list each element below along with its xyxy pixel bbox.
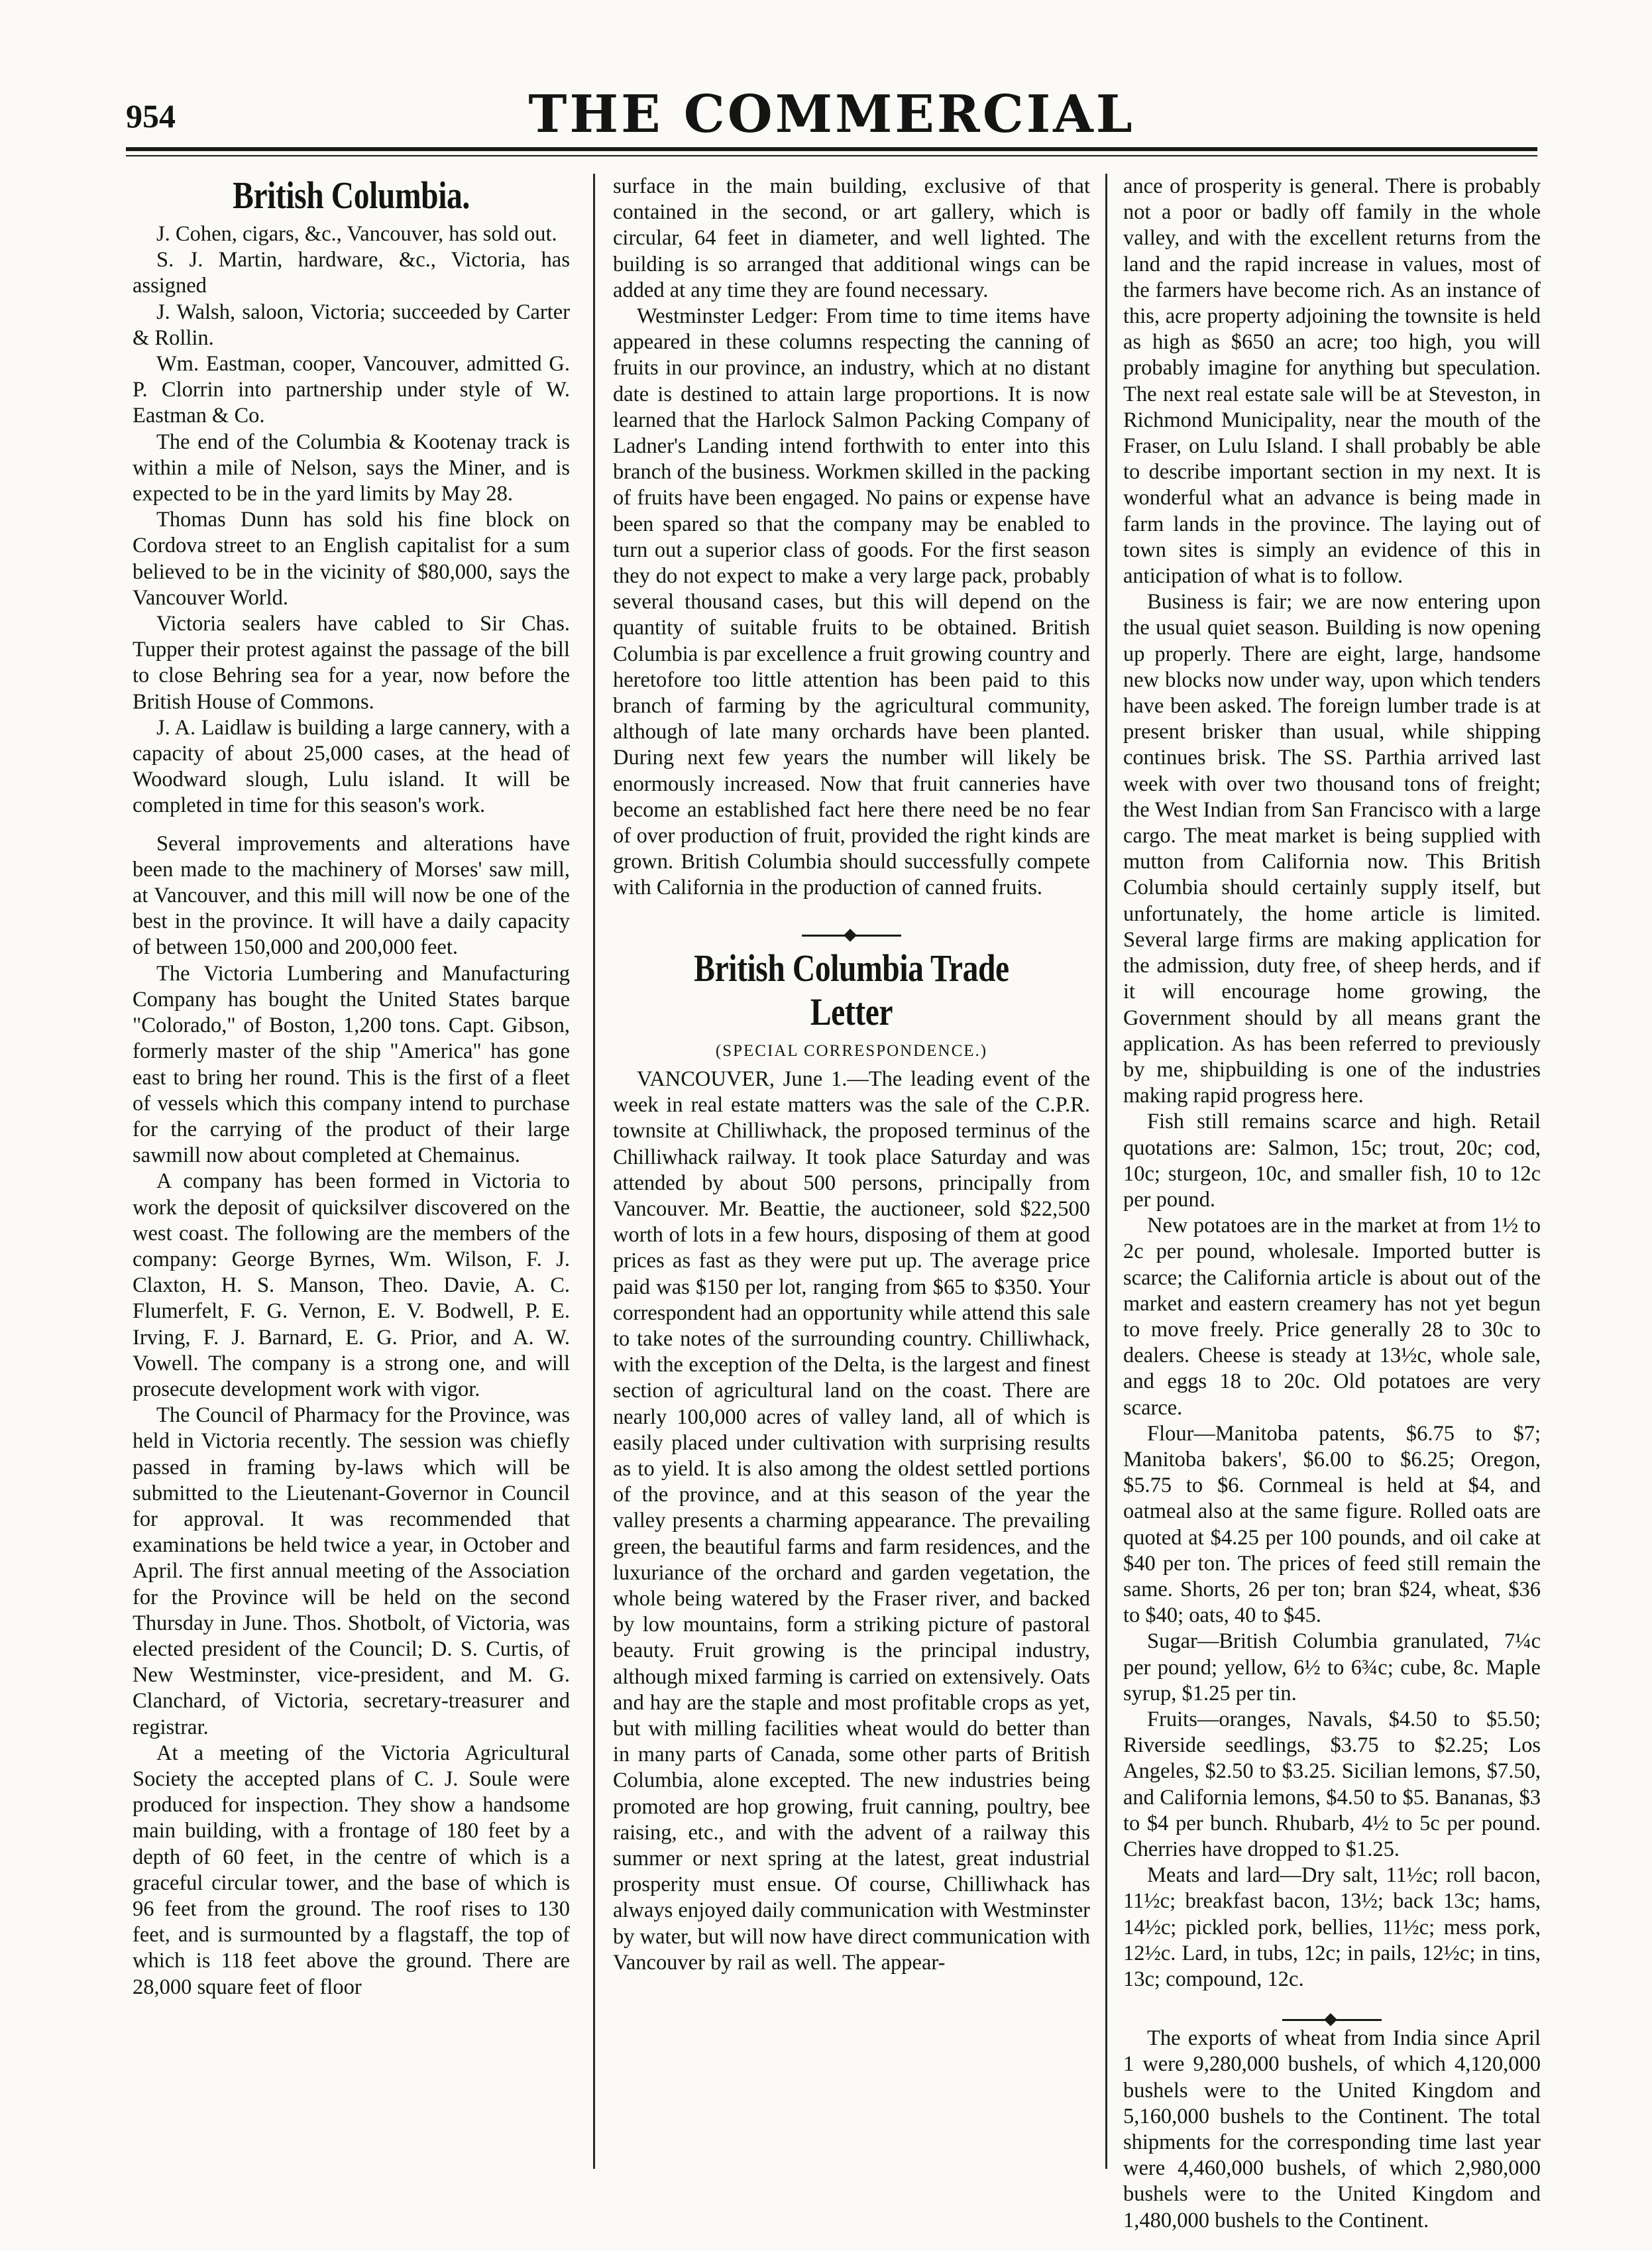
page-header [126, 85, 1537, 144]
section-ornament [613, 921, 1090, 931]
masthead-title: THE COMMERCIAL [528, 84, 1135, 144]
column-1 [133, 174, 570, 2162]
section-heading: British Columbia Trade Letter [694, 946, 1009, 1033]
news-item: At a meeting of the Victoria Agricultural Society the accepted plans of C. J. Soule were produced for inspection. They show a handsome main building, with a frontage of 180 feet by a depth of 60 feet, in the centre of which is a graceful circular tower, and the base of which is 96 feet from the ground. The roof rises to 130 feet, and is surmounted by a flagstaff, the top of which is 118 feet above the ground. There are 28,000 square feet of floor [133, 1741, 570, 1999]
news-item: The Council of Pharmacy for the Province, was held in Victoria recently. The session was chiefly passed in framing by-laws which will be submitted to the Lieutenant-Governor in Council for approval. It was recommended that examinations be held twice a year, in October and April. The first annual meeting of the Association for the Province will be held on the second Thursday in June. Thos. Shotbolt, of Victoria, was elected president of the Council; D. S. Curtis, of New Westminster, vice-president, and M. G. Clanchard, of Victoria, secretary-treasurer and registrar. [133, 1403, 570, 1739]
column-2 [613, 174, 1090, 2162]
news-item: A company has been formed in Victoria to work the deposit of quicksilver discovered on the west coast. The following are the members of the company: George Byrnes, Wm. Wilson, F. J. Claxton, H. S. Manson, Theo. Davie, A. C. Flumerfelt, F. G. Vernon, E. V. Bodwell, P. E. Irving, F. J. Barnard, E. G. Prior, and A. W. Vowell. The company is a strong one, and will prosecute development work with vigor. [133, 1169, 570, 1401]
section-ornament [1123, 2006, 1541, 2015]
article-paragraph: VANCOUVER, June 1.—The leading event of the week in real estate matters was the sale of the C.P.R. townsite at Chilliwhack, the proposed terminus of the Chilliwhack railway. It took place Saturday and was attended by about 500 persons, principally from Vancouver. Mr. Beattie, the auctioneer, sold $22,500 worth of lots in a few hours, disposing of them at good prices as fast as they were put up. The average price paid was $150 per lot, ranging from $65 to $350. Your correspondent had an opportunity while attend this sale to take notes of the surrounding country. Chilliwhack, with the exception of the Delta, is the largest and finest section of agricultural land on the coast. There are nearly 100,000 acres of valley land, all of which is easily placed under cultivation with surprising results as to yield. It is also among the oldest settled portions of the province, and at this season of the year the valley presents a charming appearance. The prevailing green, the beautiful farms and farm residences, and the luxuriance of the orchard and garden vegetation, the whole being watered by the Fraser river, and backed by low mountains, form a striking picture of pastoral beauty. Fruit growing is the principal industry, although mixed farming is carried on extensively. Oats and hay are the staple and most profitable crops as yet, but with milling facilities wheat would do better than in many parts of Canada, some other parts of British Columbia, alone excepted. The new industries being promoted are hop growing, fruit canning, poultry, bee raising, etc., and with the advent of a railway this summer or next spring at the latest, great industrial prosperity must ensue. Of course, Chilliwhack has always enjoyed daily communication with Westminster by water, but will now have direct communication with Vancouver by rail as well. The appear- [613, 1067, 1090, 1975]
article-paragraph: Business is fair; we are now entering upon the usual quiet season. Building is now opening up properly. There are eight, large, handsome new blocks now under way, upon which tenders have been asked. The foreign lumber trade is at present brisker than usual, while shipping continues brisk. The SS. Parthia arrived last week with over two thousand tons of freight; the West Indian from San Francisco with a large cargo. The meat market is being supplied with mutton from California now. This British Columbia should certainly supply itself, but unfortunately, the home article is limited. Several large firms are making application for the admission, duty free, of sheep herds, and if it will encourage home growing, the Government should by all means grant the application. As has been referred to previously by me, shipbuilding is one of the industries making rapid progress here. [1123, 590, 1541, 1108]
section-heading: British Columbia. [233, 174, 470, 217]
news-item: J. A. Laidlaw is building a large cannery, with a capacity of about 25,000 cases, at the head of Woodward slough, Lulu island. It will be completed in time for this season's work. [133, 715, 570, 818]
page-number: 954 [126, 97, 176, 135]
header-rule [126, 147, 1537, 151]
news-item: The exports of wheat from India since April 1 were 9,280,000 bushels, of which 4,120,000 bushels were to the United Kingdom and 5,160,000 bushels to the Continent. The total shipments for the corresponding time last year were 4,460,000 bushels, of which 2,980,000 bushels were to the United Kingdom and 1,480,000 bushels to the Continent. [1123, 2026, 1541, 2232]
article-paragraph: surface in the main building, exclusive of that contained in the second, or art gallery, which is circular, 64 feet in diameter, and well lighted. The building is so arranged that additional wings can be added at any time they are found necessary. [613, 174, 1090, 302]
news-item: The Victoria Lumbering and Manufacturing Company has bought the United States barque "Colorado," of Boston, 1,200 tons. Capt. Gibson, formerly master of the ship "America" has gone east to bring her round. This is the first of a fleet of vessels which this company intend to purchase for the carrying of the product of their large sawmill now about completed at Chemainus. [133, 961, 570, 1168]
market-report: Fish still remains scarce and high. Retail quotations are: Salmon, 15c; trout, 20c; cod, 10c; sturgeon, 10c, and smaller fish, 10 to 12c per pound. [1123, 1110, 1541, 1212]
news-item: J. Walsh, saloon, Victoria; succeeded by Carter & Rollin. [133, 300, 570, 350]
news-item: Several improvements and alterations have been made to the machinery of Morses' saw mill, at Vancouver, and this mill will now be one of the best in the province. It will have a daily capacity of between 150,000 and 200,000 feet. [133, 831, 570, 960]
news-item: J. Cohen, cigars, &c., Vancouver, has sold out. [156, 222, 557, 246]
column-divider [1105, 174, 1107, 2169]
market-report: Flour—Manitoba patents, $6.75 to $7; Manitoba bakers', $6.00 to $6.25; Oregon, $5.75 to $6. Cornmeal is held at $4, and oatmeal also at the same figure. Rolled oats are quoted at $4.25 per 100 pounds, and oil cake at $40 per ton. The prices of feed still remain the same. Shorts, 26 per ton; bran $24, wheat, $36 to $40; oats, 40 to $45. [1123, 1421, 1541, 1628]
market-report: Fruits—oranges, Navals, $4.50 to $5.50; Riverside seedlings, $3.75 to $2.25; Los Angeles, $2.50 to $3.25. Sicilian lemons, $7.50, and California lemons, $4.50 to $5. Bananas, $3 to $4 per bunch. Rhubarb, 4½ to 5c per pound. Cherries have dropped to $1.25. [1123, 1707, 1541, 1861]
market-report: New potatoes are in the market at from 1½ to 2c per pound, wholesale. Imported butter is scarce; the California article is about out of the market and eastern creamery has not yet begun to move freely. Price generally 28 to 30c to dealers. Cheese is steady at 13½c, whole sale, and eggs 18 to 20c. Old potatoes are very scarce. [1123, 1214, 1541, 1420]
market-report: Meats and lard—Dry salt, 11½c; roll bacon, 11½c; breakfast bacon, 13½; back 13c; hams, 14½c; pickled pork, bellies, 11½c; mess pork, 12½c. Lard, in tubs, 12c; in pails, 12½c; in tins, 13c; compound, 12c. [1123, 1863, 1541, 1992]
section-subheading: (SPECIAL CORRESPONDENCE.) [715, 1041, 988, 1060]
news-item: Thomas Dunn has sold his fine block on Cordova street to an English capitalist for a sum believed to be in the vicinity of $80,000, says the Vancouver World. [133, 508, 570, 610]
article-paragraph: ance of prosperity is general. There is probably not a poor or badly off family in the whole valley, and with the excellent returns from the land and the rapid increase in values, most of the farmers have become rich. As an instance of this, acre property adjoining the townsite is held as high as $650 an acre; too high, you will probably imagine for anything but speculation. The next real estate sale will be at Steveston, in Richmond Municipality, near the mouth of the Fraser, on Lulu Island. I shall probably be able to describe important section in my next. It is wonderful what an advance is being made in farm lands in the province. The laying out of town sites is simply an evidence of this in anticipation of what is to follow. [1123, 174, 1541, 589]
article-paragraph: Westminster Ledger: From time to time items have appeared in these columns respecting the canning of fruits in our province, an industry, which at no distant date is destined to attain large proportions. It is now learned that the Harlock Salmon Packing Company of Ladner's Landing intend forthwith to enter into this branch of the business. Workmen skilled in the packing of fruits have been engaged. No pains or expense have been spared so that the company may be enabled to turn out a superior class of goods. For the first season they do not expect to make a very large pack, probably several thousand cases, but this will depend on the quantity of suitable fruits to be obtained. British Columbia is par excellence a fruit growing country and heretofore too little attention has been paid to this branch of farming by the agricultural community, although of late many orchards have been planted. During next few years the number will likely be enormously increased. Now that fruit canneries have become an established fact here there need be no fear of over production of fruit, provided the right kinds are grown. British Columbia should successfully compete with California in the production of canned fruits. [613, 304, 1090, 900]
header-rule-thin [126, 155, 1537, 156]
market-report: Sugar—British Columbia granulated, 7¼c per pound; yellow, 6½ to 6¾c; cube, 8c. Maple syrup, $1.25 per tin. [1123, 1629, 1541, 1705]
news-item: Victoria sealers have cabled to Sir Chas. Tupper their protest against the passage of the bill to close Behring sea for a year, now before the British House of Commons. [133, 612, 570, 714]
news-item: Wm. Eastman, cooper, Vancouver, admitted G. P. Clorrin into partnership under style of W. Eastman & Co. [133, 352, 570, 428]
column-divider [593, 174, 595, 2169]
news-item: S. J. Martin, hardware, &c., Victoria, has assigned [133, 248, 570, 298]
news-item: The end of the Columbia & Kootenay track is within a mile of Nelson, says the Miner, and is expected to be in the yard limits by May 28. [133, 430, 570, 506]
column-3 [1123, 174, 1541, 2232]
